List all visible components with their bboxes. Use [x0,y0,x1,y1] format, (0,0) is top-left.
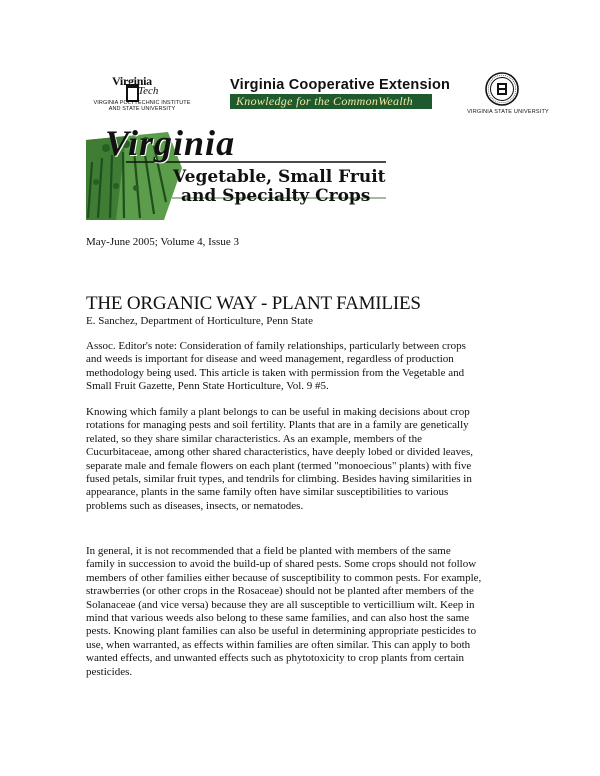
paragraph-line: and weeds is important for disease and weed management, regardless of production [86,353,454,366]
paragraph-line: related, so they share similar characteristics. As an example, members of the [86,432,422,445]
paragraph-line: wanted effects, and unwanted effects such as phytotoxicity to crop plants from certain [86,652,465,665]
paragraph-line: family in succession to avoid the build-up of shared pests. Some crops should not follow [86,558,477,571]
paragraph-line: use, when warranted, as effects within families are often similar. This can apply to both [86,638,471,651]
paragraph-line: separate male and female flowers on each plant (termed "monoecious" plants) with five [86,459,472,472]
article-byline: E. Sanchez, Department of Horticulture, Penn State [86,315,313,327]
editor-note-paragraph [86,340,526,394]
vce-tagline-banner [230,94,432,109]
vt-institute-name: VIRGINIA POLYTECHNIC INSTITUTE AND STATE UNIVERSITY [93,100,191,112]
paragraph-line: members of other families either because of susceptibility to common pests. For example, [86,571,482,584]
vce-title: Virginia Cooperative Extension [230,77,451,93]
paragraph-line: pests. Knowing plant families can also be useful in determining appropriate pesticides to [86,625,477,638]
article-title: THE ORGANIC WAY - PLANT FAMILIES [86,293,421,314]
vt-logo-tech: Tech [138,85,159,97]
paragraph-line: Knowing which family a plant belongs to can be useful in making decisions about crop [86,406,470,418]
paragraph-line: appearance, plants in the same family often have similar susceptibilities to various [86,486,449,499]
masthead-subtitle-line-1: Vegetable, Small Fruit [173,167,386,187]
paragraph-line: methodology being used. This article is taken with permission from the Vegetable and [86,366,465,379]
issue-info: May-June 2005; Volume 4, Issue 3 [86,236,239,248]
vt-logo-word: Virginia [112,74,152,88]
paragraph-line: In general, it is not recommended that a field be planted with members of the same [86,545,451,557]
masthead-title: Virginia [105,123,236,163]
paragraph-line: mind that various weeds also belong to these same families, and can also host the same [86,612,470,625]
paragraph-line: Solanaceae (and vice versa) because they are all susceptible to verticillium wilt. Keep in [86,598,475,611]
paragraph-line: problems such as diseases, insects, or nematodes. [86,499,304,512]
paragraph-line: strawberries (or other crops in the Rosaceae) should not be planted after members of the [86,585,474,598]
paragraph-line: rotations for managing pests and soil fertility. Plants that are in a family are genetically [86,419,469,432]
vsu-seal-icon [485,72,519,106]
paragraph-line: Cucurbitaceae, among other shared characteristics, have deeply lobed or divided leaves, [86,446,473,459]
masthead-subtitle-line-2: and Specialty Crops [181,186,371,206]
plant-family-paragraph [86,406,526,513]
vsu-name: VIRGINIA STATE UNIVERSITY [467,109,549,115]
paragraph-line: pesticides. [86,665,133,678]
paragraph-line: Assoc. Editor's note: Consideration of family relationships, particularly between crops [86,340,466,352]
paragraph-line: Small Fruit Gazette, Penn State Horticulture, Vol. 9 #5. [86,380,329,393]
virginia-tech-logo [92,74,192,118]
vce-tagline: Knowledge for the CommonWealth [236,94,413,108]
rotation-paragraph [86,545,526,679]
paragraph-line: fused petals, similar fruit types, and tendrils for climbing. Besides having similarities in [86,473,472,486]
